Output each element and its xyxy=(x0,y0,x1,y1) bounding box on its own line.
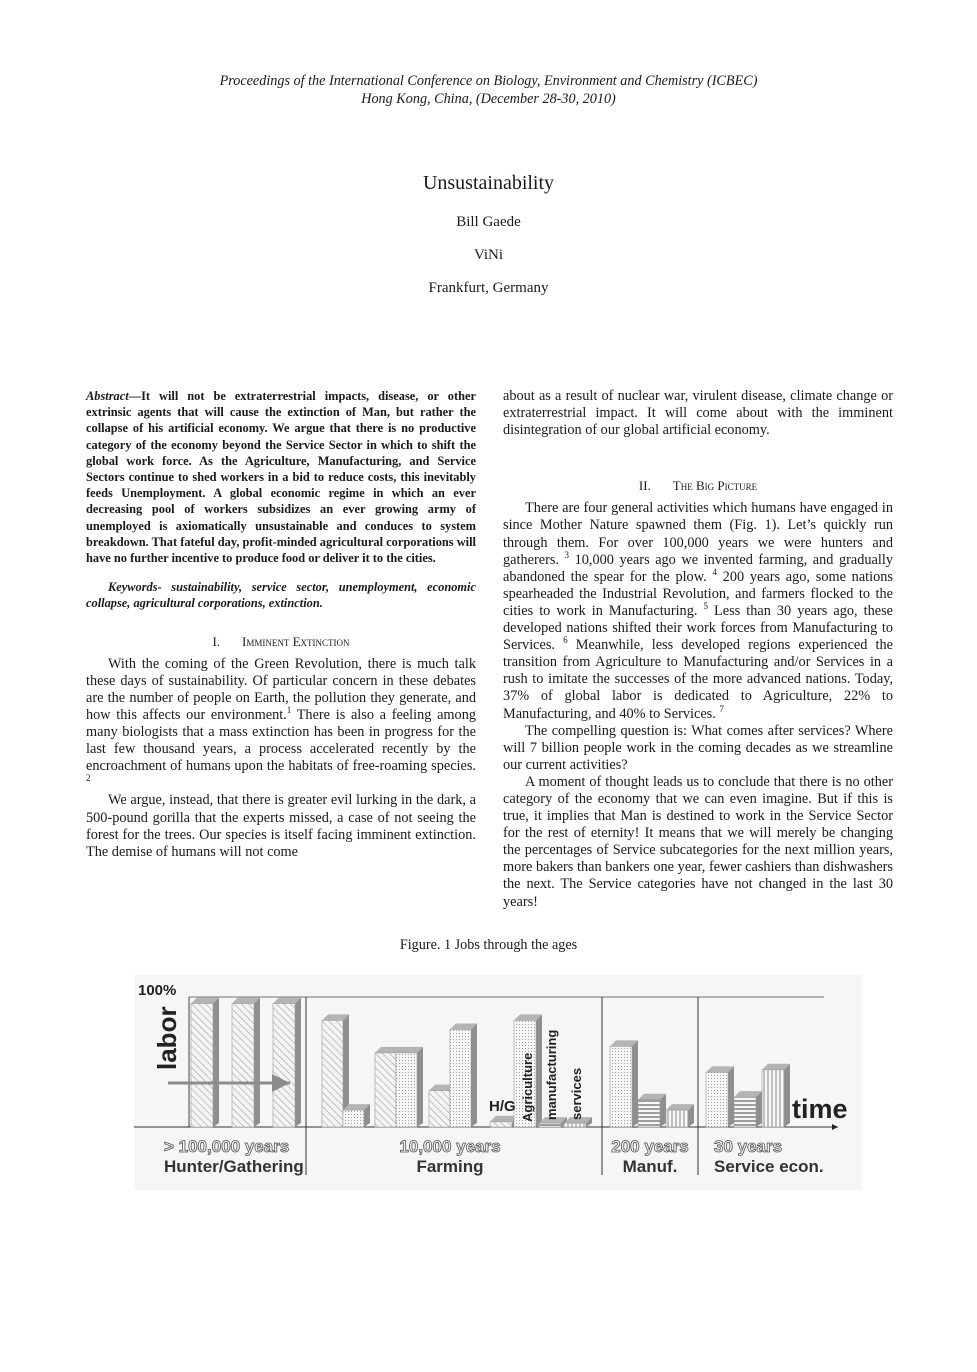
bar-face xyxy=(706,1072,728,1127)
paragraph-continuation: about as a result of nuclear war, virulent disease, climate change or extraterrestrial impact. It will come about with the imminent disintegration of our global artificial economy. xyxy=(503,388,893,439)
bar-side xyxy=(295,998,301,1128)
bar-face xyxy=(429,1091,450,1127)
paragraph: The compelling question is: What comes after services? Where will 7 billion people work in the coming decades as we streamline our current activities? xyxy=(503,722,893,773)
paper-title: Unsustainability xyxy=(422,172,555,194)
bar-face xyxy=(638,1100,660,1127)
conference-location-date: Hong Kong, China, (December 28-30, 2010) xyxy=(361,91,616,107)
legend-hg-label: H/G xyxy=(489,1098,516,1115)
legend-manufacturing-label: manufacturing xyxy=(544,1029,559,1120)
bar-hg xyxy=(232,998,260,1128)
bar-manufacturing xyxy=(734,1091,762,1127)
footnote-ref[interactable]: 6 xyxy=(563,635,568,646)
bar-side xyxy=(536,1014,542,1127)
legend-agriculture-label: Agriculture xyxy=(520,1052,535,1122)
paragraph-text: Less than 30 years ago, these developed nations shifted their work forces from Manufacturing to Services. xyxy=(503,602,893,654)
paragraph-text: 10,000 years ago we invented farming, and gradually abandoned the spear for the plow. xyxy=(503,551,893,585)
abstract xyxy=(86,388,476,566)
section-title: Imminent Extinction xyxy=(242,633,350,649)
era-period-label: 30 years xyxy=(714,1137,783,1156)
bar-face xyxy=(232,1004,254,1128)
era-name-label: Service econ. xyxy=(714,1157,824,1176)
title-block xyxy=(0,170,977,298)
paragraph-text: With the coming of the Green Revolution, there is much talk these days of sustainability. Of particular concern in these debates are the number of people on Earth, the pollution they generate, and how this affects our environment. xyxy=(86,655,476,724)
bar-side xyxy=(728,1066,734,1127)
era-period-label: 200 years xyxy=(611,1137,689,1156)
era-period-label: 10,000 years xyxy=(399,1137,501,1156)
bar-services xyxy=(666,1104,694,1127)
bar-face xyxy=(762,1070,784,1127)
figure-caption: Figure. 1 Jobs through the ages xyxy=(399,937,578,953)
abstract-label: Abstract xyxy=(86,389,129,403)
bar-agriculture xyxy=(706,1066,734,1127)
section-title: The Big Picture xyxy=(672,478,758,494)
paragraph-text: There are four general activities which humans have engaged in since Mother Nature spawned them (Fig. 1). Let’s quickly run through them. For over 100,000 years we were hunters and gatherers. xyxy=(503,500,893,568)
paragraph-text: There is also a feeling among many biologists that a mass extinction has been in progress for the last few thousand years, a process accelerated recently by the encroachment of humans upon the habitats of free-roaming species. xyxy=(86,707,476,775)
bar-hg xyxy=(191,998,219,1128)
bar-face xyxy=(322,1020,343,1127)
footnote-ref[interactable]: 1 xyxy=(286,705,292,716)
era-period-label: > 100,000 years xyxy=(164,1137,290,1156)
bar-face xyxy=(343,1110,364,1127)
paragraph xyxy=(86,656,476,793)
paragraph: We argue, instead, that there is greater evil lurking in the dark, a 500-pound gorilla that the experts missed, a case of not seeing the forest for the trees. Our species is itself facing imminent extinction. The demise of humans will not come xyxy=(86,792,476,860)
author-location: Frankfurt, Germany xyxy=(428,280,549,296)
bar-face xyxy=(666,1110,688,1127)
y-axis-label: labor xyxy=(152,1006,182,1070)
bar-face xyxy=(273,1004,295,1128)
author-name: Bill Gaede xyxy=(456,214,521,230)
section-number: I. xyxy=(212,633,221,649)
bar-face xyxy=(490,1122,512,1127)
bar-face xyxy=(450,1030,471,1128)
bar-side xyxy=(213,998,219,1128)
section-heading-2 xyxy=(503,477,893,494)
bar-side xyxy=(471,1024,477,1128)
author-affiliation: ViNi xyxy=(473,247,504,263)
bar-agriculture xyxy=(343,1104,370,1127)
footnote-ref[interactable]: 3 xyxy=(564,549,570,560)
bar-agriculture xyxy=(450,1024,477,1128)
legend-services-label: services xyxy=(569,1067,584,1120)
section-heading-1 xyxy=(86,633,476,650)
bar-hg xyxy=(273,998,301,1128)
abstract-text: —It will not be extraterrestrial impacts, disease, or other extrinsic agents that will cause the extinction of Man, but rather the collapse of his artificial economy. We argue that there is no productive category of the economy beyond the Service Sector in which to shift the global work force. As the Agriculture, Manufacturing, and Service Sectors continue to shed workers in a bid to reduce costs, this inevitably feeds Unemployment. A global economic regime in which an ever decreasing pool of workers subsidizes an ever growing army of unemployed is axiomatically unsustainable and conduces to system breakdown. That fateful day, profit-minded agricultural corporations will have no further incentive to produce food or deliver it to the cities. xyxy=(86,389,476,566)
bar-services xyxy=(762,1064,790,1127)
footnote-ref[interactable]: 5 xyxy=(703,600,708,611)
paragraph xyxy=(503,500,893,722)
figure-1 xyxy=(134,975,862,1190)
jobs-chart xyxy=(134,975,862,1190)
bar-side xyxy=(254,998,260,1128)
paragraph-text: Meanwhile, less developed regions experienced the transition from Agriculture to Manufacturing and/or Services in a rush to imitate the successes of the more advanced nations. Today, 37% of global labor is dedicated to Agriculture, 22% to Manufacturing, and 40% to Services. xyxy=(503,637,893,722)
bar-face xyxy=(191,1004,213,1128)
paragraph: A moment of thought leads us to conclude that there is no other category of the economy that we can even imagine. But if this is true, it implies that Man is destined to work in the Service Sector for the rest of eternity! It means that we will merely be changing the percentages of Service subcategories for the next million years, more bakers than bankers one year, fewer cashiers than dishwashers the next. The Service categories have not changed in the last 30 years! xyxy=(503,773,893,910)
bar-side xyxy=(417,1047,423,1127)
conference-header xyxy=(0,72,977,108)
bar-agriculture xyxy=(610,1040,638,1127)
y-tick-100pct: 100% xyxy=(138,982,177,999)
keywords: Keywords- sustainability, service sector, unemployment, economic collapse, agricultural corporations, extinction. xyxy=(86,580,476,611)
bar-face xyxy=(396,1053,417,1127)
footnote-ref[interactable]: 2 xyxy=(86,773,91,784)
bar-manufacturing xyxy=(638,1094,666,1127)
right-column xyxy=(503,388,893,911)
paragraph-text: 200 years ago, some nations spearheaded the Industrial Revolution, and farmers flocked to the cities to work in Manufacturing. xyxy=(503,568,893,619)
bar-face xyxy=(564,1123,586,1127)
era-name-label: Hunter/Gathering xyxy=(164,1157,304,1176)
era-name-label: Farming xyxy=(416,1157,484,1176)
bar-face xyxy=(375,1053,396,1127)
bar-agriculture xyxy=(396,1047,423,1127)
section-number: II. xyxy=(638,478,651,494)
x-axis-label: time xyxy=(792,1094,848,1124)
footnote-ref[interactable]: 4 xyxy=(712,566,717,577)
conference-name: Proceedings of the International Conference on Biology, Environment and Chemistry (ICBEC) xyxy=(219,73,758,89)
bar-side xyxy=(632,1040,638,1127)
bar-side xyxy=(756,1091,762,1127)
bar-face xyxy=(734,1097,756,1127)
bar-face xyxy=(610,1046,632,1127)
era-name-label: Manuf. xyxy=(622,1157,678,1176)
bar-side xyxy=(784,1064,790,1127)
bar-face xyxy=(539,1123,561,1127)
left-column xyxy=(86,388,476,861)
footnote-ref[interactable]: 7 xyxy=(719,703,724,714)
